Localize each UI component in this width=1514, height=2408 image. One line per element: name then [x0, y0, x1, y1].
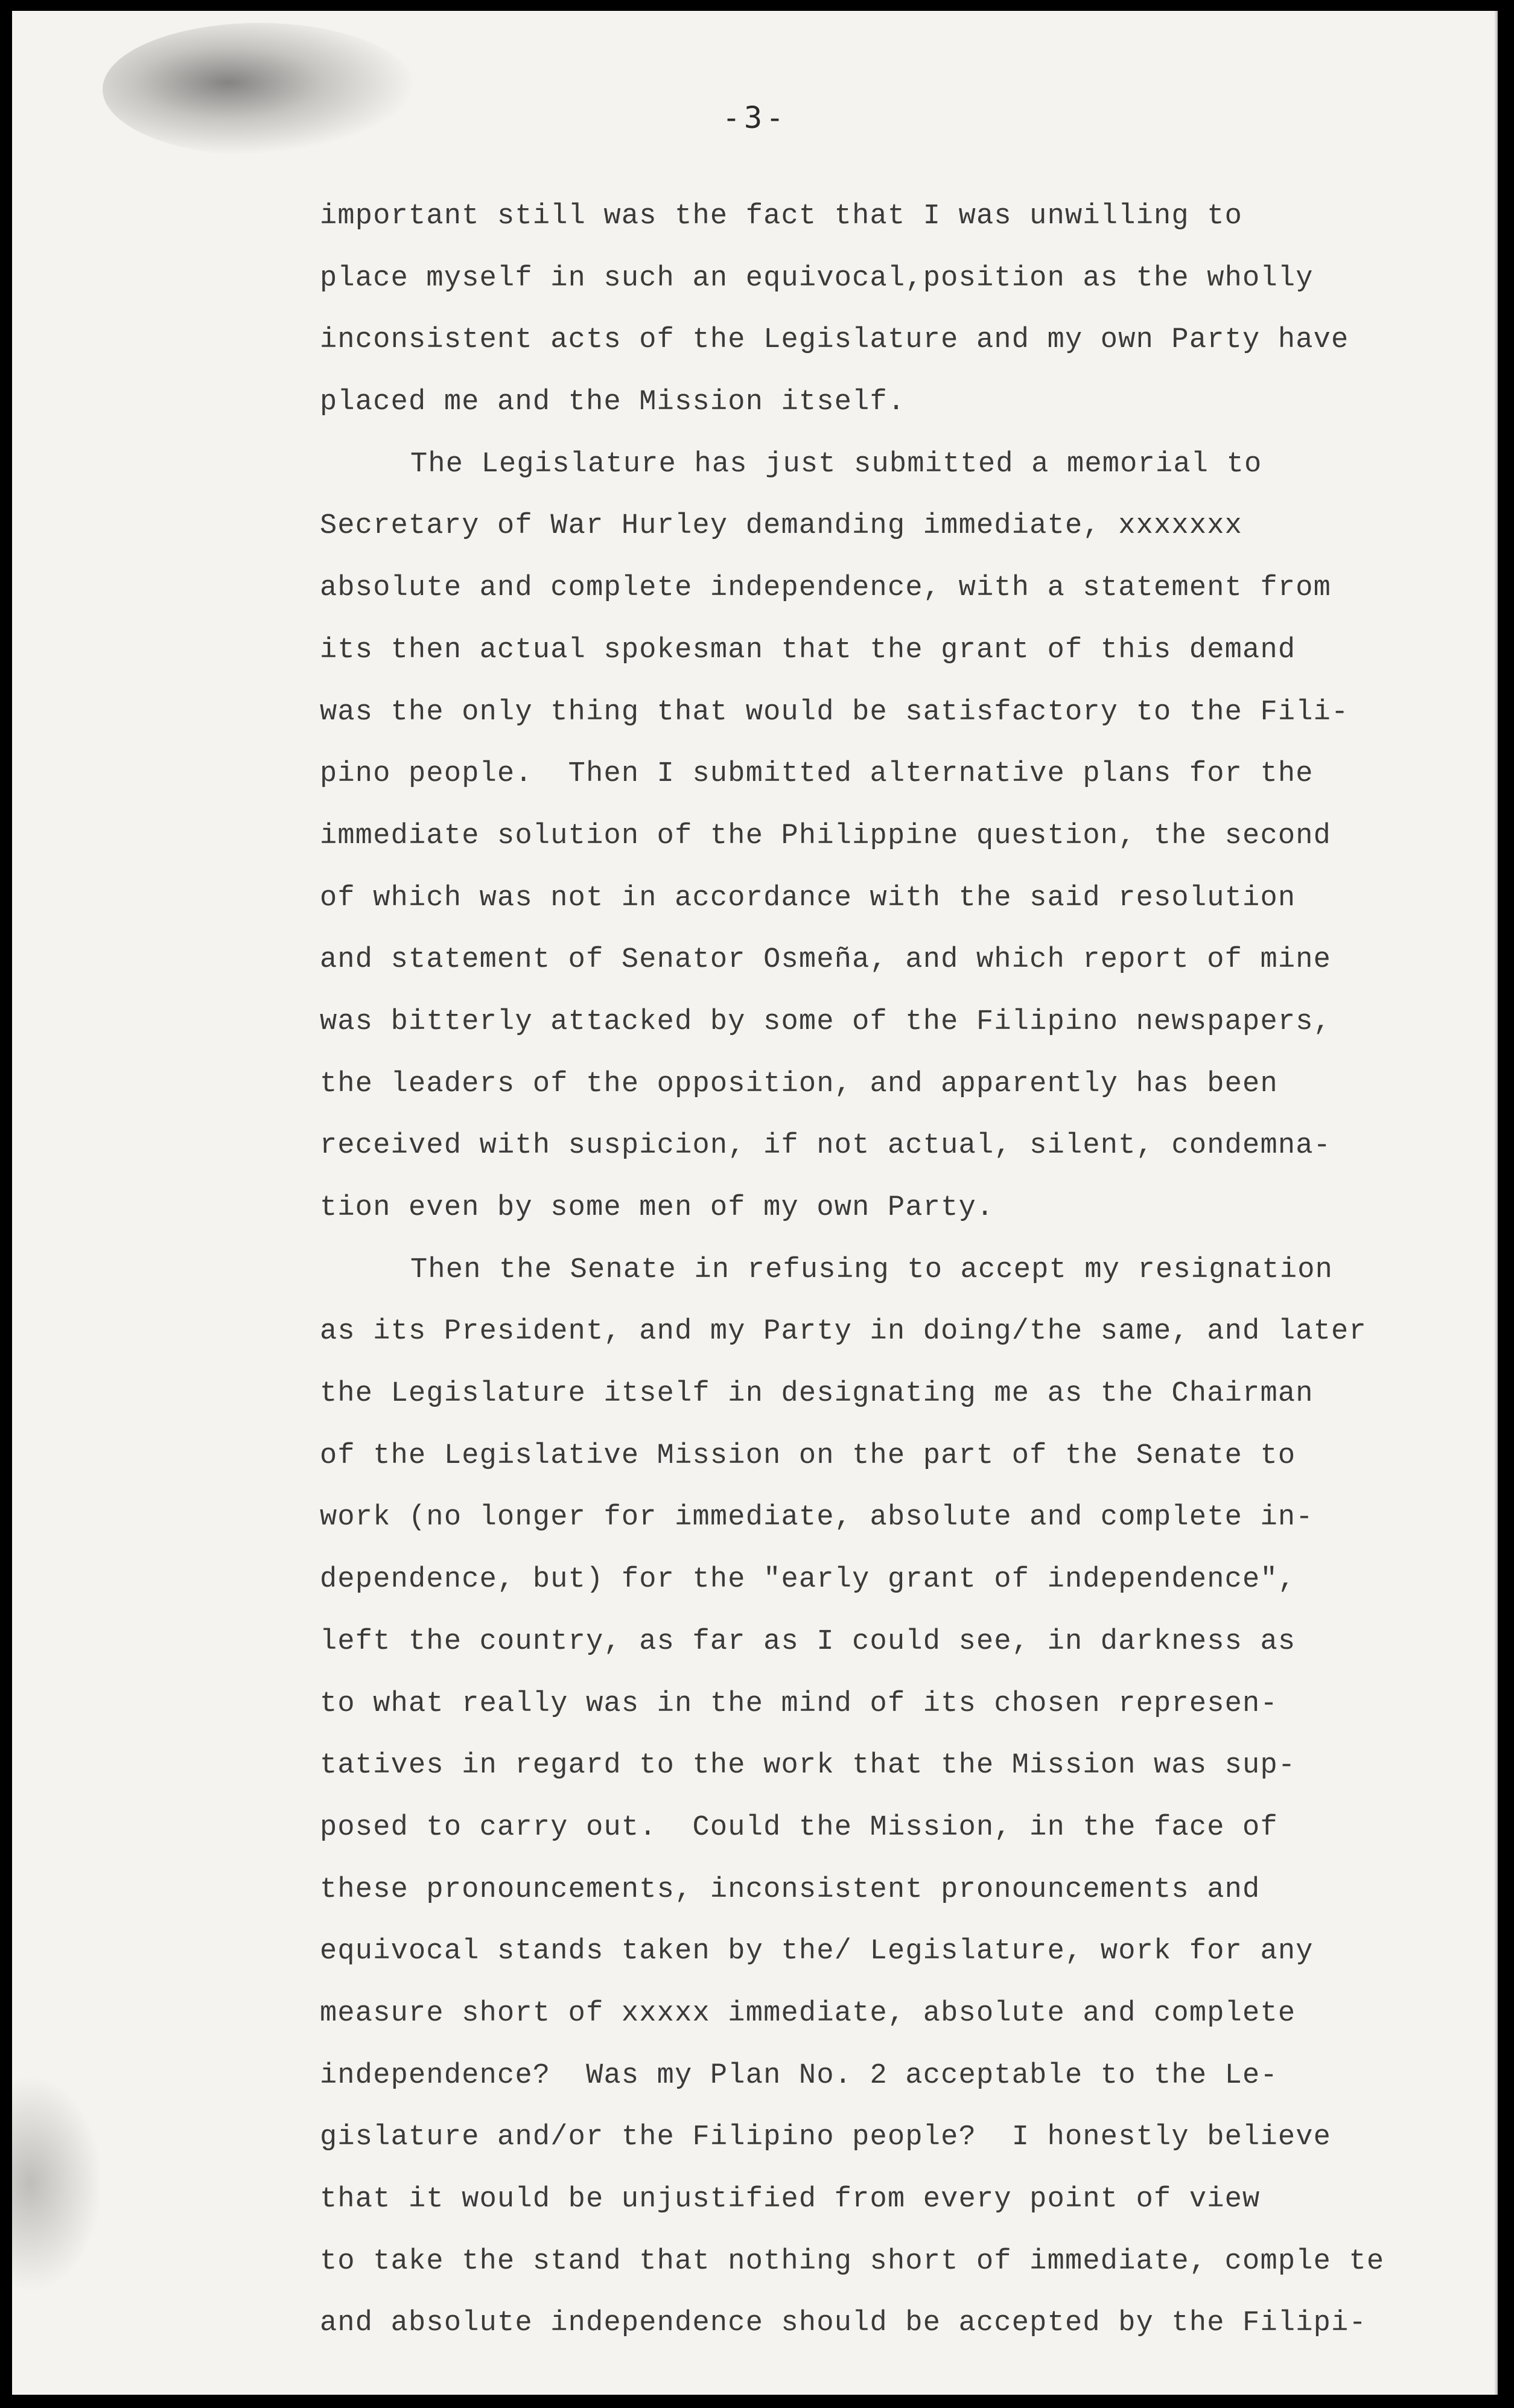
text-line: pino people. Then I submitted alternative plans for the — [320, 758, 1314, 791]
text-line: to take the stand that nothing short of immediate, comple te — [320, 2245, 1385, 2278]
text-line: work (no longer for immediate, absolute and complete in- — [320, 1502, 1314, 1534]
text-line: and absolute independence should be accepted by the Filipi- — [320, 2307, 1367, 2340]
scan-smudge — [12, 2075, 103, 2292]
text-line: of which was not in accordance with the said resolution — [320, 882, 1296, 914]
text-line: measure short of xxxxx immediate, absolute and complete — [320, 1997, 1296, 2030]
text-line: Secretary of War Hurley demanding immediate, xxxxxxx — [320, 510, 1243, 543]
text-line: to what really was in the mind of its chosen represen- — [320, 1687, 1278, 1720]
text-line: was the only thing that would be satisfactory to the Fili- — [320, 696, 1349, 728]
text-line: independence? Was my Plan No. 2 acceptable to the Le- — [320, 2059, 1278, 2092]
text-line: place myself in such an equivocal,position as the wholly — [320, 262, 1314, 295]
text-line: tatives in regard to the work that the Mission was sup- — [320, 1750, 1296, 1782]
text-line: placed me and the Mission itself. — [320, 386, 906, 419]
document-page — [12, 11, 1498, 2395]
text-line: Then the Senate in refusing to accept my resignation — [410, 1253, 1334, 1286]
text-line: absolute and complete independence, with a statement from — [320, 572, 1332, 605]
page-number: -3- — [722, 100, 788, 135]
text-line: The Legislature has just submitted a memorial to — [410, 448, 1262, 480]
text-line: equivocal stands taken by the/ Legislature, work for any — [320, 1935, 1314, 1968]
text-line: immediate solution of the Philippine question, the second — [320, 820, 1332, 852]
text-line: and statement of Senator Osmeña, and which report of mine — [320, 944, 1332, 976]
text-line: as its President, and my Party in doing/the same, and later — [320, 1316, 1367, 1348]
text-line: that it would be unjustified from every point of view — [320, 2183, 1261, 2215]
text-line: left the country, as far as I could see, in darkness as — [320, 1625, 1296, 1658]
text-line: inconsistent acts of the Legislature and my own Party have — [320, 324, 1349, 357]
text-line: received with suspicion, if not actual, silent, condemna- — [320, 1130, 1332, 1162]
text-line: of the Legislative Mission on the part of the Senate to — [320, 1439, 1296, 1472]
text-line: gislature and/or the Filipino people? I honestly believe — [320, 2121, 1332, 2154]
text-line: important still was the fact that I was unwilling to — [320, 200, 1243, 232]
text-line: the leaders of the opposition, and apparently has been — [320, 1068, 1278, 1100]
text-line: these pronouncements, inconsistent pronouncements and — [320, 1873, 1261, 1906]
text-line: tion even by some men of my own Party. — [320, 1192, 994, 1224]
text-line: dependence, but) for the "early grant of independence", — [320, 1564, 1296, 1596]
text-line: its then actual spokesman that the grant of this demand — [320, 634, 1296, 666]
body-text — [320, 186, 1436, 2355]
text-line: was bitterly attacked by some of the Filipino newspapers, — [320, 1005, 1332, 1038]
text-line: the Legislature itself in designating me as the Chairman — [320, 1378, 1314, 1410]
page-edge — [1494, 11, 1498, 2395]
text-line: posed to carry out. Could the Mission, in the face of — [320, 1811, 1278, 1844]
